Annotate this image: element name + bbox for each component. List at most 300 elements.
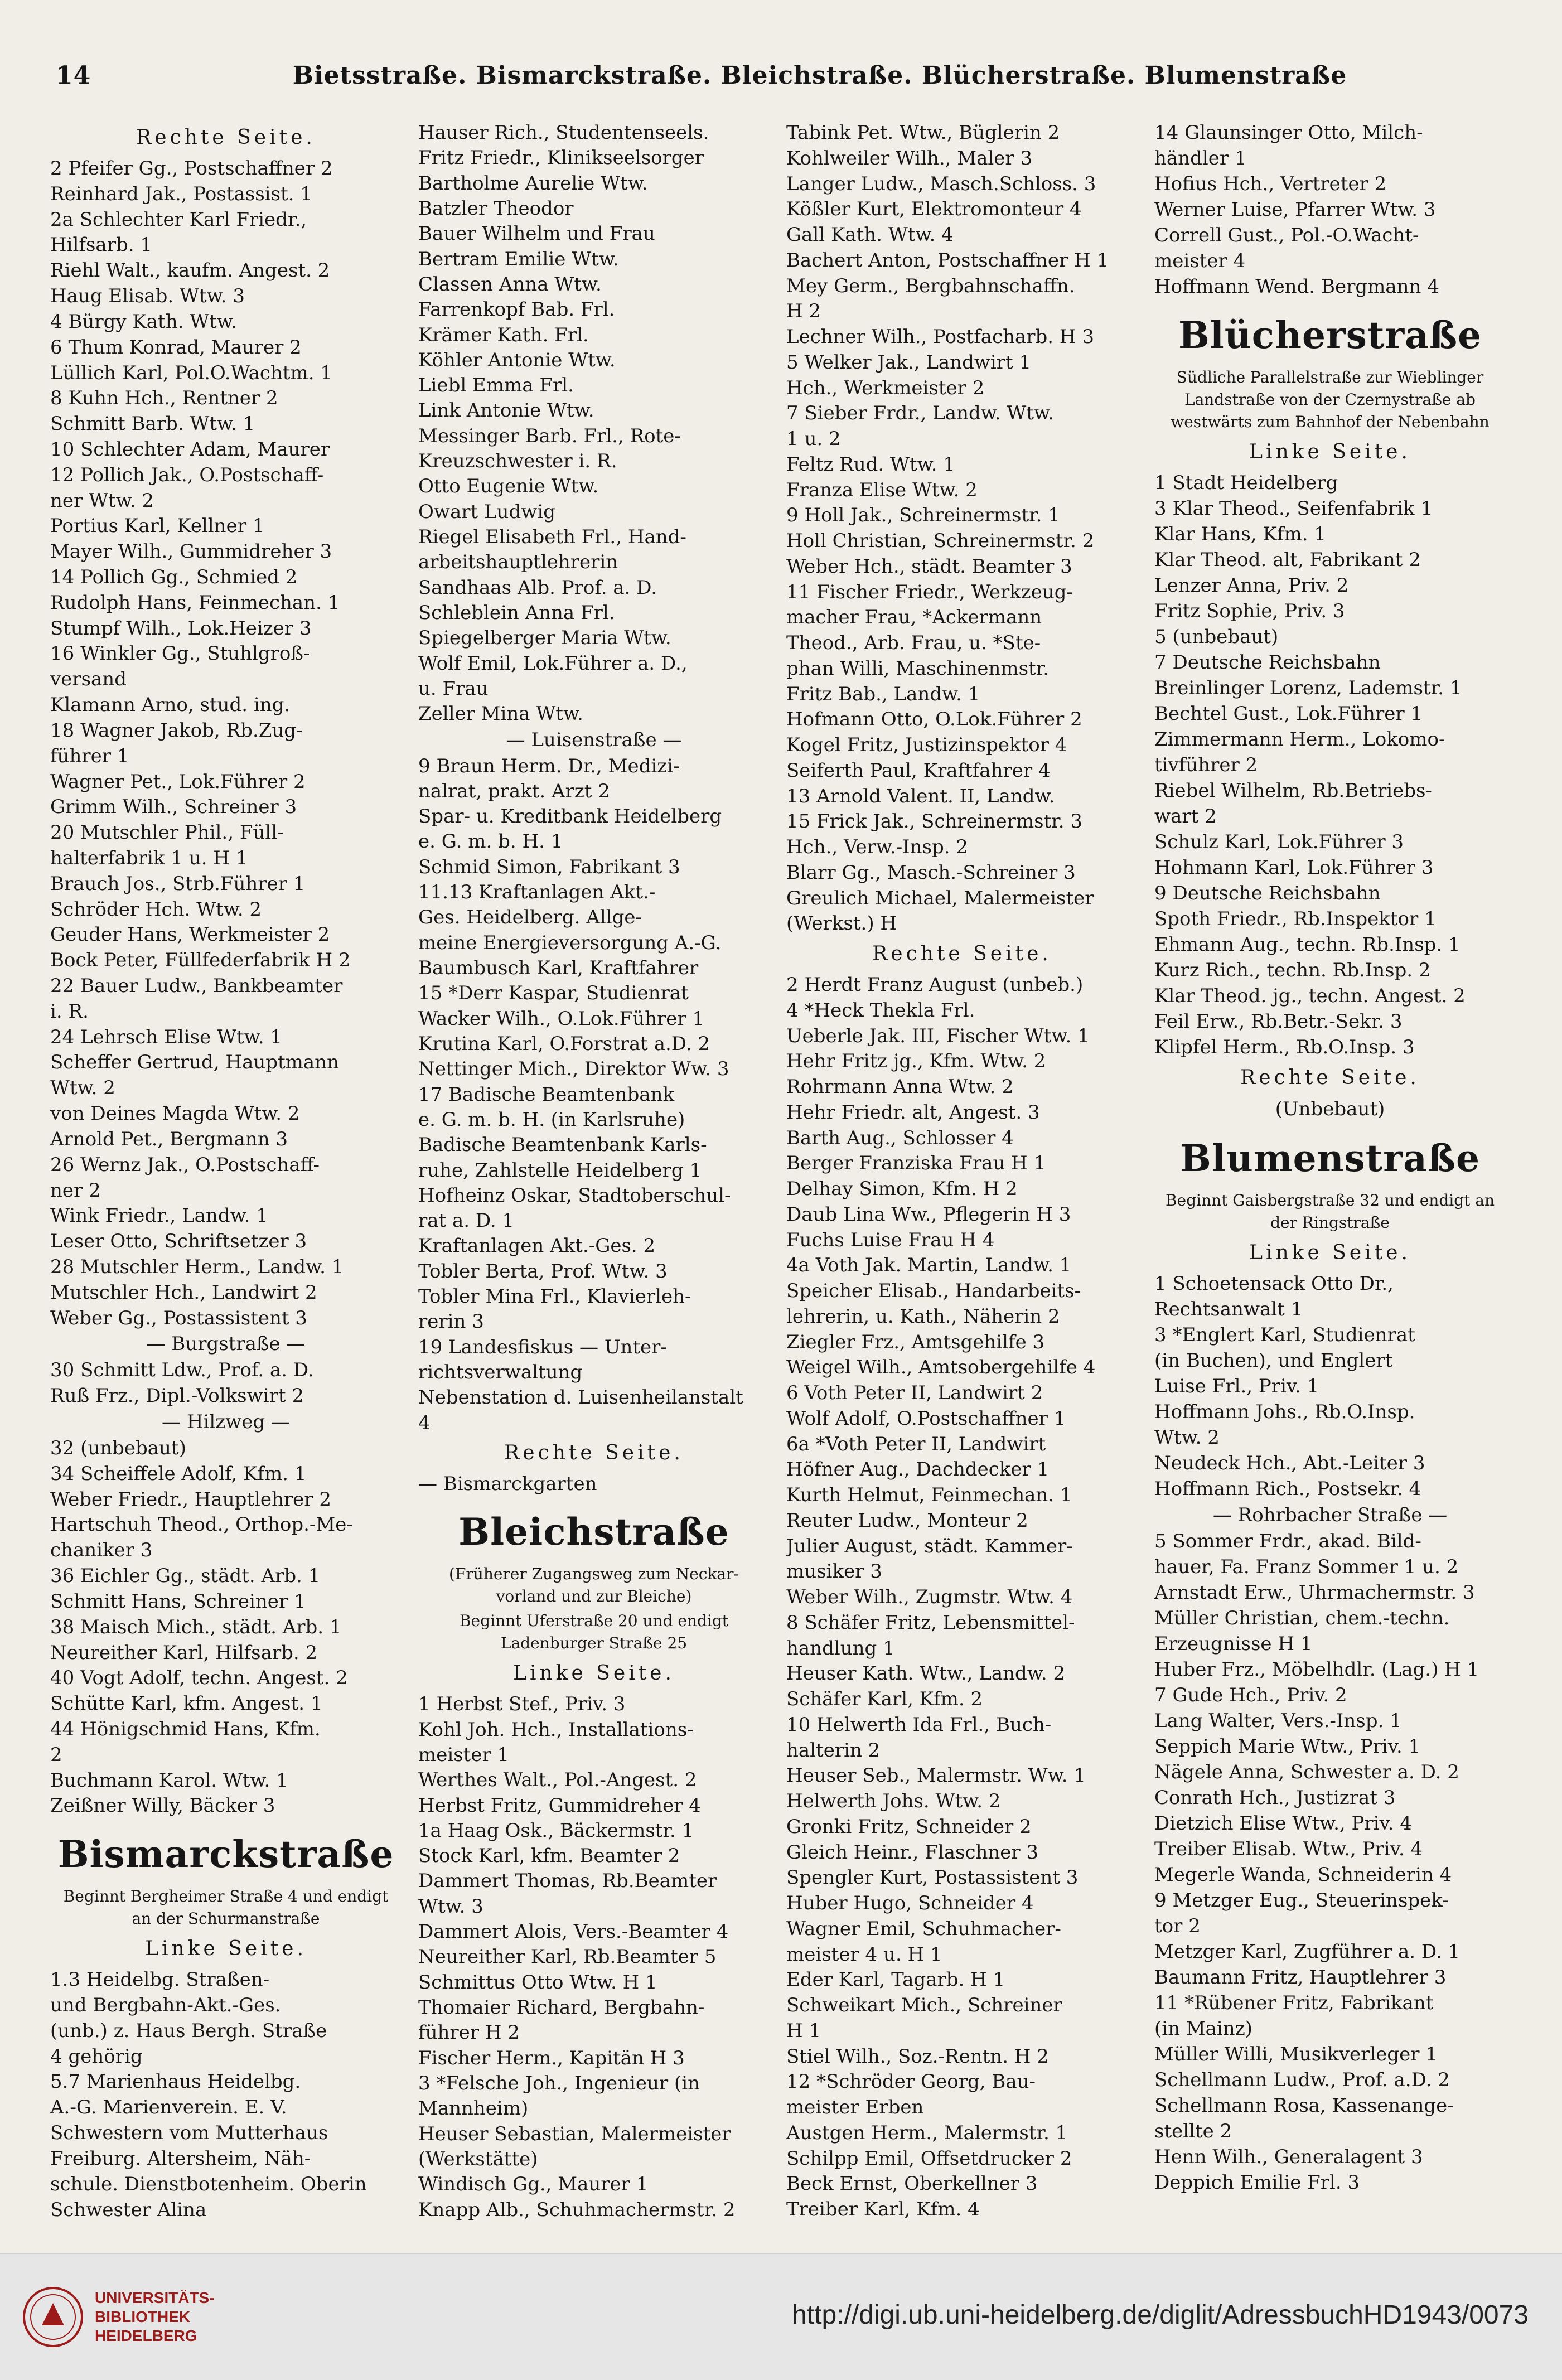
entry-line: Hofheinz Oskar, Stadtoberschul-: [418, 1184, 731, 1207]
entry-line: Hofius Hch., Vertreter 2: [1154, 173, 1387, 195]
entry-line: 18 Wagner Jakob, Rb.Zug-: [50, 719, 303, 742]
entry-line: Klar Theod. jg., techn. Angest. 2: [1154, 985, 1466, 1007]
entry-line: Hehr Fritz jg., Kfm. Wtw. 2: [786, 1050, 1046, 1073]
entry-line: Seiferth Paul, Kraftfahrer 4: [786, 759, 1051, 782]
entry-line: Liebl Emma Frl.: [418, 374, 574, 397]
entry-line: 7 Gude Hch., Priv. 2: [1154, 1684, 1347, 1706]
entry-line: Arnstadt Erw., Uhrmachermstr. 3: [1154, 1581, 1475, 1604]
entry-line: Gleich Heinr., Flaschner 3: [786, 1841, 1039, 1864]
entry-line: Schweikart Mich., Schreiner: [786, 1994, 1062, 2016]
entry-line: Langer Ludw., Masch.Schloss. 3: [786, 172, 1096, 195]
entry-line: Zimmermann Herm., Lokomo-: [1154, 728, 1445, 751]
entry-line: Berger Franziska Frau H 1: [786, 1152, 1046, 1175]
entry-line: Greulich Michael, Malermeister: [786, 887, 1094, 910]
entry-line: 4a Voth Jak. Martin, Landw. 1: [786, 1254, 1072, 1277]
entry-line: Huber Hugo, Schneider 4: [786, 1892, 1034, 1914]
entry-line: Treiber Karl, Kfm. 4: [786, 2198, 980, 2221]
entry-line: 8 Schäfer Fritz, Lebensmittel-: [786, 1611, 1075, 1634]
entry-line: führer H 2: [418, 2021, 520, 2044]
entry-line: Seppich Marie Wtw., Priv. 1: [1154, 1735, 1421, 1758]
entry-line: Fuchs Luise Frau H 4: [786, 1228, 995, 1251]
entry-line: Riegel Elisabeth Frl., Hand-: [418, 526, 686, 548]
cross-street: — Luisenstraße —: [506, 728, 682, 751]
entry-line: 1.3 Heidelbg. Straßen-: [50, 1968, 270, 1991]
entry-line: Weber Gg., Postassistent 3: [50, 1307, 307, 1329]
entry-line: Thomaier Richard, Bergbahn-: [418, 1996, 705, 2019]
entry-line: Kraftanlagen Akt.-Ges. 2: [418, 1235, 656, 1257]
side-heading: Rechte Seite.: [504, 1441, 684, 1464]
entry-line: Bauer Wilhelm und Frau: [418, 222, 655, 245]
entry-line: Klamann Arno, stud. ing.: [50, 694, 291, 717]
entry-line: Classen Anna Wtw.: [418, 273, 602, 296]
street-note: Beginnt Uferstraße 20 und endigt Ladenburger Straße 25: [459, 1612, 729, 1653]
entry-line: 15 Frick Jak., Schreinermstr. 3: [786, 810, 1083, 833]
entry-line: Ruß Frz., Dipl.-Volkswirt 2: [50, 1385, 304, 1407]
entry-line: 9 Braun Herm. Dr., Medizi-: [418, 754, 680, 777]
entry-line: 10 Helwerth Ida Frl., Buch-: [786, 1713, 1052, 1736]
entry-line: 14 Pollich Gg., Schmied 2: [50, 566, 298, 588]
entry-line: H 2: [786, 300, 821, 323]
entry-line: Rudolph Hans, Feinmechan. 1: [50, 591, 340, 614]
entry-line: Arnold Pet., Bergmann 3: [50, 1128, 288, 1150]
entry-line: Wtw. 2: [1154, 1426, 1220, 1449]
entry-line: 26 Wernz Jak., O.Postschaff-: [50, 1153, 320, 1176]
entry-line: Stumpf Wilh., Lok.Heizer 3: [50, 617, 312, 640]
entry-line: Correll Gust., Pol.-O.Wacht-: [1154, 224, 1419, 246]
library-logo-text: [95, 2289, 215, 2345]
entry-line: 20 Mutschler Phil., Füll-: [50, 821, 284, 844]
entry-line: rerin 3: [418, 1310, 484, 1333]
entry-line: Hoffmann Wend. Bergmann 4: [1154, 275, 1439, 298]
entry-line: 4 gehörig: [50, 2045, 143, 2068]
entry-line: 34 Scheiffele Adolf, Kfm. 1: [50, 1462, 307, 1485]
entry-line: Owart Ludwig: [418, 500, 555, 523]
entry-line: Bachert Anton, Postschaffner H 1: [786, 249, 1109, 272]
entry-line: tivführer 2: [1154, 754, 1258, 776]
entry-line: Müller Willi, Musikverleger 1: [1154, 2043, 1438, 2065]
entry-line: Schleblein Anna Frl.: [418, 601, 615, 624]
entry-line: i. R.: [50, 1000, 89, 1023]
entry-line: Wagner Pet., Lok.Führer 2: [50, 770, 306, 793]
entry-line: Hoffmann Rich., Postsekr. 4: [1154, 1478, 1421, 1500]
entry-line: stellte 2: [1154, 2120, 1232, 2142]
entry-line: Luise Frl., Priv. 1: [1154, 1375, 1319, 1397]
entry-line: Austgen Herm., Malermstr. 1: [786, 2121, 1068, 2144]
entry-line: Schmid Simon, Fabrikant 3: [418, 855, 680, 878]
entry-line: 1 Schoetensack Otto Dr.,: [1154, 1273, 1394, 1295]
entry-line: Link Antonie Wtw.: [418, 399, 594, 422]
entry-line: Schulz Karl, Lok.Führer 3: [1154, 831, 1404, 853]
entry-line: schule. Dienstbotenheim. Oberin: [50, 2173, 367, 2195]
entry-line: 5.7 Marienhaus Heidelbg.: [50, 2071, 301, 2093]
entry-line: (unb.) z. Haus Bergh. Straße: [50, 2019, 327, 2042]
entry-line: e. G. m. b. H. (in Karlsruhe): [418, 1108, 685, 1131]
entry-line: Grimm Wilh., Schreiner 3: [50, 796, 297, 819]
entry-line: Schellmann Ludw., Prof. a.D. 2: [1154, 2069, 1450, 2091]
permalink-url[interactable]: http://digi.ub.uni-heidelberg.de/diglit/AdressbuchHD1943/0073: [792, 2300, 1529, 2330]
entry-line: 40 Vogt Adolf, techn. Angest. 2: [50, 1667, 348, 1690]
entry-line: Badische Beamtenbank Karls-: [418, 1134, 707, 1157]
entry-line: 4 *Heck Thekla Frl.: [786, 999, 975, 1022]
entry-line: Dietzich Elise Wtw., Priv. 4: [1154, 1812, 1412, 1835]
entry-line: meine Energieversorgung A.-G.: [418, 931, 722, 954]
side-heading: Linke Seite.: [145, 1937, 307, 1961]
entry-line: 4: [418, 1411, 431, 1434]
entry-line: Portius Karl, Kellner 1: [50, 515, 265, 538]
entry-line: Weigel Wilh., Amtsobergehilfe 4: [786, 1356, 1096, 1379]
entry-line: 14 Glaunsinger Otto, Milch-: [1154, 122, 1423, 144]
entry-line: Heuser Seb., Malermstr. Ww. 1: [786, 1764, 1086, 1787]
entry-line: 1 Stadt Heidelberg: [1154, 472, 1338, 494]
entry-line: 11 Fischer Friedr., Werkzeug-: [786, 581, 1073, 603]
entry-line: 1a Haag Osk., Bäckermstr. 1: [418, 1819, 694, 1842]
entry-line: Buchmann Karol. Wtw. 1: [50, 1769, 288, 1792]
entry-line: richtsverwaltung: [418, 1361, 583, 1384]
entry-line: 16 Winkler Gg., Stuhlgroß-: [50, 642, 310, 665]
entry-line: Hch., Verw.-Insp. 2: [786, 836, 968, 858]
entry-line: 2a Schlechter Karl Friedr.,: [50, 208, 307, 231]
entry-line: 32 (unbebaut): [50, 1437, 186, 1459]
entry-line: meister 1: [418, 1743, 510, 1766]
entry-line: 1 u. 2: [786, 428, 841, 450]
entry-line: 3 *Englert Karl, Studienrat: [1154, 1324, 1415, 1346]
cross-street: — Hilzweg —: [162, 1411, 290, 1433]
entry-line: chaniker 3: [50, 1539, 153, 1562]
entry-line: (Werkst.) H: [786, 912, 897, 935]
side-heading: Rechte Seite.: [136, 126, 316, 149]
entry-line: Hilfsarb. 1: [50, 234, 152, 257]
entry-line: 12 Pollich Jak., O.Postschaff-: [50, 463, 324, 486]
entry-line: Schellmann Rosa, Kassenange-: [1154, 2094, 1454, 2117]
entry-line: 10 Schlechter Adam, Maurer: [50, 438, 330, 461]
entry-line: Werner Luise, Pfarrer Wtw. 3: [1154, 199, 1436, 221]
entry-line: Schwester Alina: [50, 2198, 207, 2221]
entry-line: 5 Welker Jak., Landwirt 1: [786, 351, 1032, 374]
entry-line: Wtw. 2: [50, 1077, 115, 1100]
entry-line: 5 Sommer Frdr., akad. Bild-: [1154, 1530, 1421, 1552]
entry-line: 6 Thum Konrad, Maurer 2: [50, 336, 302, 359]
entry-line: Hch., Werkmeister 2: [786, 376, 985, 399]
entry-line: Reinhard Jak., Postassist. 1: [50, 182, 312, 205]
side-heading: Linke Seite.: [1249, 441, 1411, 463]
entry-line: 36 Eichler Gg., städt. Arb. 1: [50, 1565, 321, 1588]
entry-line: u. Frau: [418, 677, 489, 700]
entry-line: 2 Pfeifer Gg., Postschaffner 2: [50, 157, 333, 180]
entry-line: Kreuzschwester i. R.: [418, 450, 617, 473]
entry-line: und Bergbahn-Akt.-Ges.: [50, 1994, 281, 2016]
entry-line: 7 Deutsche Reichsbahn: [1154, 651, 1381, 674]
entry-line: handlung 1: [786, 1637, 895, 1660]
entry-line: Sandhaas Alb. Prof. a. D.: [418, 576, 657, 599]
entry-line: 7 Sieber Frdr., Landw. Wtw.: [786, 402, 1054, 425]
entry-line: Kurth Helmut, Feinmechan. 1: [786, 1484, 1072, 1506]
entry-line: Baumann Fritz, Hauptlehrer 3: [1154, 1966, 1447, 1989]
entry-line: Herbst Fritz, Gummidreher 4: [418, 1794, 701, 1817]
entry-line: Theod., Arb. Frau, u. *Ste-: [786, 632, 1041, 654]
entry-line: Höfner Aug., Dachdecker 1: [786, 1458, 1050, 1481]
entry-line: 6 Voth Peter II, Landwirt 2: [786, 1382, 1043, 1404]
street-note: (Früherer Zugangsweg zum Neckar-vorland und zur Bleiche): [449, 1565, 739, 1606]
entry-line: Neureither Karl, Hilfsarb. 2: [50, 1641, 318, 1664]
entry-line: Schmittus Otto Wtw. H 1: [418, 1971, 657, 1994]
entry-line: Breinlinger Lorenz, Lademstr. 1: [1154, 677, 1462, 699]
entry-line: Reuter Ludw., Monteur 2: [786, 1509, 1028, 1532]
entry-line: Ueberle Jak. III, Fischer Wtw. 1: [786, 1024, 1090, 1047]
entry-line: Werthes Walt., Pol.-Angest. 2: [418, 1769, 697, 1792]
entry-line: Mey Germ., Bergbahnschaffn.: [786, 274, 1075, 297]
side-heading: Linke Seite.: [1249, 1241, 1411, 1264]
entry-line: Wolf Adolf, O.Postschaffner 1: [786, 1407, 1066, 1430]
entry-line: Kößler Kurt, Elektromonteur 4: [786, 198, 1082, 221]
street-heading: Bleichstraße: [458, 1510, 729, 1554]
entry-line: Schwestern vom Mutterhaus: [50, 2122, 328, 2145]
entry-line: 3 *Felsche Joh., Ingenieur (in: [418, 2072, 700, 2094]
entry-line: Erzeugnisse H 1: [1154, 1633, 1313, 1655]
entry-line: e. G. m. b. H. 1: [418, 830, 563, 853]
entry-line: Holl Christian, Schreinermstr. 2: [786, 530, 1095, 552]
column-2: [418, 120, 770, 2222]
entry-line: 24 Lehrsch Elise Wtw. 1: [50, 1025, 282, 1048]
entry-line: Freiburg. Altersheim, Näh-: [50, 2147, 311, 2170]
entry-line: Hoffmann Johs., Rb.O.Insp.: [1154, 1401, 1415, 1423]
entry-line: ruhe, Zahlstelle Heidelberg 1: [418, 1159, 702, 1182]
entry-line: 2 Herdt Franz August (unbeb.): [786, 974, 1084, 996]
entry-line: Krämer Kath. Frl.: [418, 323, 589, 346]
entry-line: Helwerth Johs. Wtw. 2: [786, 1790, 1001, 1812]
cross-street: — Rohrbacher Straße —: [1212, 1504, 1448, 1526]
entry-line: A.-G. Marienverein. E. V.: [50, 2096, 287, 2119]
entry-line: 6a *Voth Peter II, Landwirt: [786, 1433, 1046, 1455]
entry-line: Schmitt Hans, Schreiner 1: [50, 1590, 306, 1613]
entry-line: Hartschuh Theod., Orthop.-Me-: [50, 1513, 353, 1536]
entry-line: Bock Peter, Füllfederfabrik H 2: [50, 949, 351, 972]
entry-line: Franza Elise Wtw. 2: [786, 478, 978, 501]
entry-line: Zeller Mina Wtw.: [418, 703, 583, 725]
entry-line: musiker 3: [786, 1560, 882, 1583]
viewer-footer: [0, 2253, 1562, 2380]
entry-line: Klar Hans, Kfm. 1: [1154, 523, 1326, 545]
entry-line: Schäfer Karl, Kfm. 2: [786, 1688, 983, 1710]
entry-line: Bertram Emilie Wtw.: [418, 248, 619, 270]
entry-line: Heuser Kath. Wtw., Landw. 2: [786, 1662, 1066, 1685]
entry-line: 9 Deutsche Reichsbahn: [1154, 882, 1381, 904]
street-note: Beginnt Bergheimer Straße 4 und endigt an der Schurmanstraße: [63, 1887, 389, 1928]
entry-line: meister 4 u. H 1: [786, 1943, 942, 1966]
entry-line: Dammert Alois, Vers.-Beamter 4: [418, 1921, 729, 1943]
entry-line: Daub Lina Ww., Pflegerin H 3: [786, 1203, 1071, 1226]
entry-line: ner Wtw. 2: [50, 489, 154, 512]
entry-line: 9 Metzger Eug., Steuerinspek-: [1154, 1889, 1449, 1912]
entry-line: Stock Karl, kfm. Beamter 2: [418, 1845, 680, 1868]
entry-line: phan Willi, Maschinenmstr.: [786, 657, 1050, 680]
entry-line: 13 Arnold Valent. II, Landw.: [786, 785, 1055, 807]
entry-line: versand: [50, 668, 127, 691]
entry-line: Ziegler Frz., Amtsgehilfe 3: [786, 1331, 1045, 1353]
entry-line: Köhler Antonie Wtw.: [418, 349, 616, 371]
entry-line: 3 Klar Theod., Seifenfabrik 1: [1154, 497, 1433, 520]
side-heading: Linke Seite.: [513, 1662, 675, 1685]
entry-line: Baumbusch Karl, Kraftfahrer: [418, 957, 699, 979]
entry-line: Nägele Anna, Schwester a. D. 2: [1154, 1761, 1459, 1783]
entry-line: meister Erben: [786, 2096, 924, 2118]
entry-line: Spengler Kurt, Postassistent 3: [786, 1866, 1079, 1889]
entry-line: Leser Otto, Schriftsetzer 3: [50, 1230, 307, 1253]
entry-line: rat a. D. 1: [418, 1210, 515, 1232]
entry-line: Bartholme Aurelie Wtw.: [418, 172, 648, 195]
entry-line: Huber Frz., Möbelhdlr. (Lag.) H 1: [1154, 1658, 1479, 1681]
entry-line: 12 *Schröder Georg, Bau-: [786, 2071, 1036, 2093]
entry-line: Heuser Sebastian, Malermeister: [418, 2122, 731, 2145]
university-seal-icon: [22, 2286, 84, 2348]
entry-line: Gronki Fritz, Schneider 2: [786, 1815, 1032, 1838]
entry-line: Zeißner Willy, Bäcker 3: [50, 1794, 275, 1817]
entry-line: Mannheim): [418, 2097, 529, 2120]
entry-line: 11 *Rübener Fritz, Fabrikant: [1154, 1992, 1434, 2014]
entry-line: Spiegelberger Maria Wtw.: [418, 627, 671, 650]
cross-street: (Unbebaut): [1275, 1098, 1385, 1120]
entry-line: Wolf Emil, Lok.Führer a. D.,: [418, 652, 688, 675]
entry-line: Tobler Berta, Prof. Wtw. 3: [418, 1260, 668, 1283]
entry-line: Barth Aug., Schlosser 4: [786, 1126, 1014, 1149]
cross-street: — Burgstraße —: [146, 1333, 306, 1356]
entry-line: Lenzer Anna, Priv. 2: [1154, 574, 1349, 597]
entry-line: Messinger Barb. Frl., Rote-: [418, 424, 681, 447]
entry-line: 22 Bauer Ludw., Bankbeamter: [50, 975, 343, 997]
entry-line: (in Mainz): [1154, 2018, 1252, 2040]
entry-line: Dammert Thomas, Rb.Beamter: [418, 1870, 717, 1893]
entry-line: 44 Hönigschmid Hans, Kfm.: [50, 1718, 321, 1740]
street-heading: Blumenstraße: [1180, 1136, 1480, 1180]
entry-line: Weber Hch., städt. Beamter 3: [786, 555, 1072, 578]
entry-line: Windisch Gg., Maurer 1: [418, 2173, 649, 2196]
entry-line: Gall Kath. Wtw. 4: [786, 224, 954, 246]
entry-line: Lechner Wilh., Postfacharb. H 3: [786, 326, 1095, 348]
entry-line: Fritz Sophie, Priv. 3: [1154, 600, 1345, 622]
page-number: 14: [56, 61, 91, 90]
entry-line: 8 Kuhn Hch., Rentner 2: [50, 387, 278, 410]
entry-line: Hofmann Otto, O.Lok.Führer 2: [786, 708, 1082, 731]
entry-line: Hauser Rich., Studentenseels.: [418, 122, 709, 144]
entry-line: Lang Walter, Vers.-Insp. 1: [1154, 1710, 1402, 1732]
entry-line: Lüllich Karl, Pol.O.Wachtm. 1: [50, 361, 332, 384]
entry-line: Farrenkopf Bab. Frl.: [418, 298, 615, 321]
column-3: [786, 120, 1138, 2222]
entry-line: Kohlweiler Wilh., Maler 3: [786, 147, 1033, 170]
entry-line: Müller Christian, chem.-techn.: [1154, 1607, 1450, 1629]
entry-line: Delhay Simon, Kfm. H 2: [786, 1178, 1018, 1200]
entry-line: Deppich Emilie Frl. 3: [1154, 2171, 1360, 2194]
entry-line: Conrath Hch., Justizrat 3: [1154, 1787, 1396, 1809]
entry-line: Feltz Rud. Wtw. 1: [786, 453, 955, 476]
entry-line: Spar- u. Kreditbank Heidelberg: [418, 805, 722, 828]
entry-line: Kohl Joh. Hch., Installations-: [418, 1718, 694, 1741]
entry-line: Scheffer Gertrud, Hauptmann: [50, 1051, 339, 1074]
entry-line: tor 2: [1154, 1915, 1201, 1937]
entry-line: halterfabrik 1 u. H 1: [50, 846, 248, 869]
entry-line: macher Frau, *Ackermann: [786, 606, 1042, 629]
entry-line: Eder Karl, Tagarb. H 1: [786, 1968, 1005, 1991]
entry-line: Haug Elisab. Wtw. 3: [50, 285, 245, 308]
entry-line: Nebenstation d. Luisenheilanstalt: [418, 1386, 743, 1409]
entry-line: Brauch Jos., Strb.Führer 1: [50, 872, 306, 895]
column-4: [1154, 120, 1506, 2222]
entry-line: 28 Mutschler Herm., Landw. 1: [50, 1255, 344, 1278]
entry-line: (Werkstätte): [418, 2147, 538, 2170]
entry-line: Bechtel Gust., Lok.Führer 1: [1154, 703, 1423, 725]
entry-line: 30 Schmitt Ldw., Prof. a. D.: [50, 1359, 314, 1382]
entry-line: Blarr Gg., Masch.-Schreiner 3: [786, 861, 1076, 884]
entry-line: Hohmann Karl, Lok.Führer 3: [1154, 857, 1434, 879]
entry-line: Beck Ernst, Oberkellner 3: [786, 2173, 1038, 2195]
entry-line: 5 (unbebaut): [1154, 626, 1279, 648]
entry-line: Batzler Theodor: [418, 197, 574, 220]
entry-line: Ehmann Aug., techn. Rb.Insp. 1: [1154, 933, 1461, 956]
entry-line: händler 1: [1154, 147, 1247, 170]
entry-line: Henn Wilh., Generalagent 3: [1154, 2146, 1423, 2168]
entry-line: Krutina Karl, O.Forstrat a.D. 2: [418, 1032, 710, 1055]
entry-line: Wacker Wilh., O.Lok.Führer 1: [418, 1007, 705, 1030]
entry-line: Kogel Fritz, Justizinspektor 4: [786, 734, 1067, 756]
directory-columns: [50, 120, 1506, 2222]
running-head-streets: Bietsstraße. Bismarckstraße. Bleichstraße. Blücherstraße. Blumenstraße: [292, 61, 1347, 90]
entry-line: hauer, Fa. Franz Sommer 1 u. 2: [1154, 1556, 1459, 1578]
entry-line: 2: [50, 1743, 62, 1766]
entry-line: H 1: [786, 2019, 821, 2042]
entry-line: Hehr Friedr. alt, Angest. 3: [786, 1101, 1040, 1124]
entry-line: (in Buchen), und Englert: [1154, 1349, 1393, 1372]
entry-line: 1 Herbst Stef., Priv. 3: [418, 1693, 626, 1716]
entry-line: 17 Badische Beamtenbank: [418, 1083, 675, 1106]
entry-line: Otto Eugenie Wtw.: [418, 475, 599, 498]
entry-line: Riebel Wilhelm, Rb.Betriebs-: [1154, 780, 1432, 802]
entry-line: Wtw. 3: [418, 1895, 483, 1918]
column-1: [50, 120, 402, 2222]
entry-line: Ges. Heidelberg. Allge-: [418, 906, 642, 929]
logo-line: BIBLIOTHEK: [95, 2308, 191, 2325]
entry-line: 11.13 Kraftanlagen Akt.-: [418, 881, 656, 904]
logo-line: HEIDELBERG: [95, 2327, 197, 2344]
entry-line: Schmitt Barb. Wtw. 1: [50, 413, 255, 436]
entry-line: Treiber Elisab. Wtw., Priv. 4: [1154, 1838, 1423, 1860]
entry-line: Schröder Hch. Wtw. 2: [50, 898, 262, 921]
page-header: [56, 61, 1500, 95]
entry-line: halterin 2: [786, 1739, 881, 1762]
entry-line: Julier August, städt. Kammer-: [786, 1535, 1073, 1557]
entry-line: Nettinger Mich., Direktor Ww. 3: [418, 1058, 729, 1081]
entry-line: Klar Theod. alt, Fabrikant 2: [1154, 549, 1421, 571]
entry-line: Klipfel Herm., Rb.O.Insp. 3: [1154, 1036, 1415, 1058]
side-heading: Rechte Seite.: [872, 942, 1052, 965]
entry-line: Knapp Alb., Schuhmachermstr. 2: [418, 2198, 736, 2221]
street-note: Südliche Parallelstraße zur Wieblinger Landstraße von der Czernystraße ab westwärts zum Bahnhof der Nebenbahn: [1171, 368, 1490, 431]
entry-line: Rechtsanwalt 1: [1154, 1298, 1303, 1320]
street-note: Beginnt Gaisbergstraße 32 und endigt an der Ringstraße: [1165, 1191, 1495, 1232]
entry-line: 9 Holl Jak., Schreinermstr. 1: [786, 504, 1060, 527]
entry-line: 38 Maisch Mich., städt. Arb. 1: [50, 1615, 342, 1638]
entry-line: Feil Erw., Rb.Betr.-Sekr. 3: [1154, 1010, 1403, 1033]
entry-line: Neureither Karl, Rb.Beamter 5: [418, 1946, 717, 1968]
logo-line: UNIVERSITÄTS-: [95, 2289, 215, 2306]
entry-line: Weber Wilh., Zugmstr. Wtw. 4: [786, 1586, 1073, 1608]
entry-line: Rohrmann Anna Wtw. 2: [786, 1076, 1014, 1098]
side-heading: Rechte Seite.: [1240, 1066, 1420, 1089]
entry-line: von Deines Magda Wtw. 2: [50, 1102, 300, 1125]
entry-line: — Bismarckgarten: [418, 1472, 597, 1495]
street-heading: Blücherstraße: [1178, 313, 1482, 357]
entry-line: Schilpp Emil, Offsetdrucker 2: [786, 2147, 1072, 2170]
entry-line: Wagner Emil, Schuhmacher-: [786, 1917, 1061, 1940]
entry-line: arbeitshauptlehrerin: [418, 551, 618, 574]
